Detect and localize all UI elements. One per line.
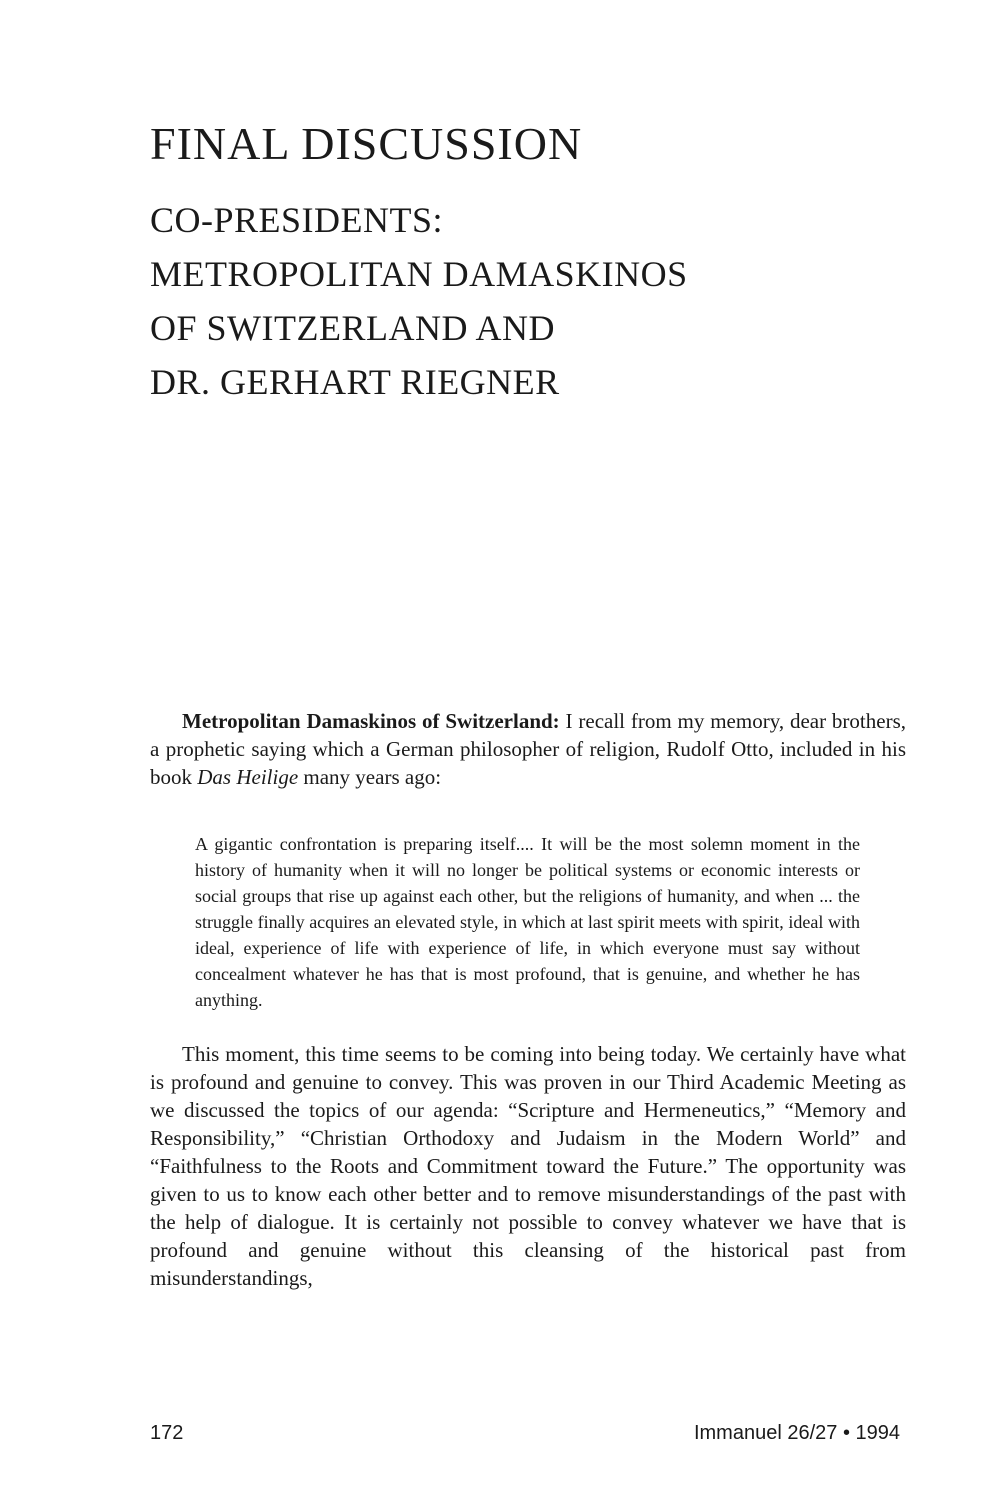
book-title: Das Heilige xyxy=(197,765,299,789)
paragraph-body: This moment, this time seems to be coming into being today. We certainly have what is profound and genuine to convey. This was proven in our Third Academic Meeting as we discussed the topics of our agenda: “Scripture and Hermeneutics,” “Memory and Responsibility,” “Christian Orthodoxy and Judaism in the Modern World” and “Faithfulness to the Roots and Commitment toward the Future.” The opportunity was given to us to know each other better and to remove misunderstandings of the past with the help of dialogue. It is certainly not possible to convey whatever we have that is profound and genuine without this cleansing of the historical past from misunderstandings, xyxy=(150,1042,906,1290)
subtitle-line: OF SWITZERLAND AND xyxy=(150,308,555,348)
subtitle-line: CO-PRESIDENTS: xyxy=(150,200,444,240)
subtitle-line: METROPOLITAN DAMASKINOS xyxy=(150,254,688,294)
paragraph-text: many years ago: xyxy=(298,765,442,789)
paragraph-text: I recall from my memory, dear brothers, a prophetic saying which a German philosopher of religion, Rudolf Otto, included in his book xyxy=(150,709,906,789)
block-quote: A gigantic confrontation is preparing itself.... It will be the most solemn moment in the history of humanity when it will no longer be political systems or economic interests or social groups that rise up against each other, but the religions of humanity, and when ... the struggle finally acquires an elevated style, in which at last spirit meets with spirit, ideal with ideal, experience of life with experience of life, in which everyone must say without concealment whatever he has that is most profound, that is genuine, and whether he has anything. xyxy=(195,834,860,1010)
page-number: 172 xyxy=(150,1422,184,1444)
paragraph-intro xyxy=(150,707,906,791)
journal-citation: Immanuel 26/27 • 1994 xyxy=(693,1422,900,1444)
speaker-name: Metropolitan Damaskinos of Switzerland: xyxy=(182,709,560,733)
page-subtitle xyxy=(150,193,688,409)
page-title: FINAL DISCUSSION xyxy=(150,118,583,169)
subtitle-line: DR. GERHART RIEGNER xyxy=(150,362,560,402)
